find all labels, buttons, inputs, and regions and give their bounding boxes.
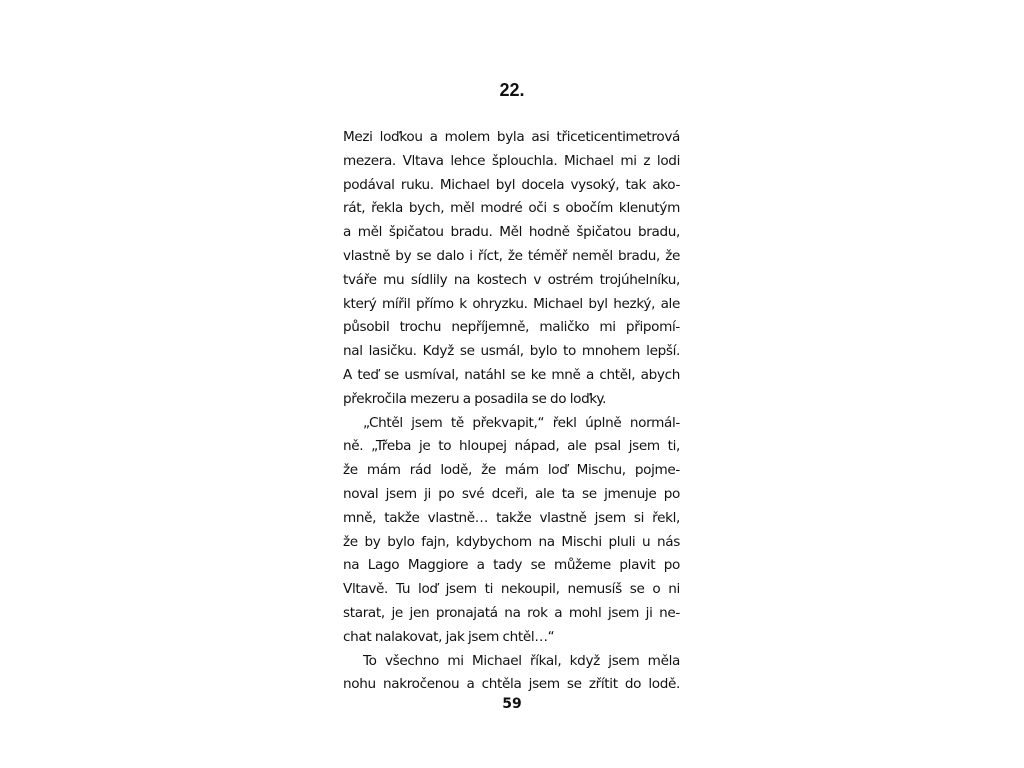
text-line: že mám rád lodě, že mám loď Mischu, pojme- (343, 462, 680, 479)
text-line: A teď se usmíval, natáhl se ke mně a chtěl, abych (343, 366, 680, 383)
body-text (343, 126, 680, 697)
text-line: rát, řekla bych, měl modré oči s obočím klenutým (343, 200, 680, 217)
text-line: podával ruku. Michael byl docela vysoký, tak ako- (343, 176, 680, 193)
text-line: starat, je jen pronajatá na rok a mohl jsem ji ne- (343, 604, 680, 621)
text-line: a měl špičatou bradu. Měl hodně špičatou bradu, (343, 224, 680, 241)
page-number: 59 (502, 696, 522, 712)
text-line: nohu nakročenou a chtěla jsem se zřítit do lodě. (343, 676, 680, 693)
text-line: To všechno mi Michael říkal, když jsem měla (363, 652, 680, 669)
text-line: tváře mu sídlily na kostech v ostrém trojúhelníku, (343, 271, 680, 288)
text-line: Vltavě. Tu loď jsem ti nekoupil, nemusíš se o ni (343, 581, 680, 598)
text-line: který mířil přímo k ohryzku. Michael byl hezký, ale (343, 295, 680, 312)
text-line: že by bylo fajn, kdybychom na Mischi pluli u nás (343, 533, 680, 550)
text-line: na Lago Maggiore a tady se můžeme plavit po (343, 557, 680, 574)
text-line: působil trochu nepříjemně, maličko mi připomí- (343, 319, 680, 336)
text-line: mezera. Vltava lehce šplouchla. Michael mi z lodi (343, 152, 680, 169)
text-line: vlastně by se dalo i říct, že téměř neměl bradu, že (343, 247, 680, 264)
text-line: ně. „Třeba je to hloupej nápad, ale psal jsem ti, (343, 438, 680, 455)
text-line: chat nalakovat, jak jsem chtěl…“ (343, 628, 555, 645)
text-line: „Chtěl jsem tě překvapit,“ řekl úplně normál- (363, 414, 680, 431)
text-line: Mezi loďkou a molem byla asi třiceticentimetrová (343, 129, 680, 145)
text-line: noval jsem ji po své dceři, ale ta se jmenuje po (343, 485, 680, 502)
text-line: překročila mezeru a posadila se do loďky. (343, 390, 607, 407)
text-line: nal lasičku. Když se usmál, bylo to mnohem lepší. (343, 343, 680, 360)
text-line: mně, takže vlastně… takže vlastně jsem si řekl, (343, 509, 680, 526)
chapter-heading: 22. (499, 80, 525, 100)
